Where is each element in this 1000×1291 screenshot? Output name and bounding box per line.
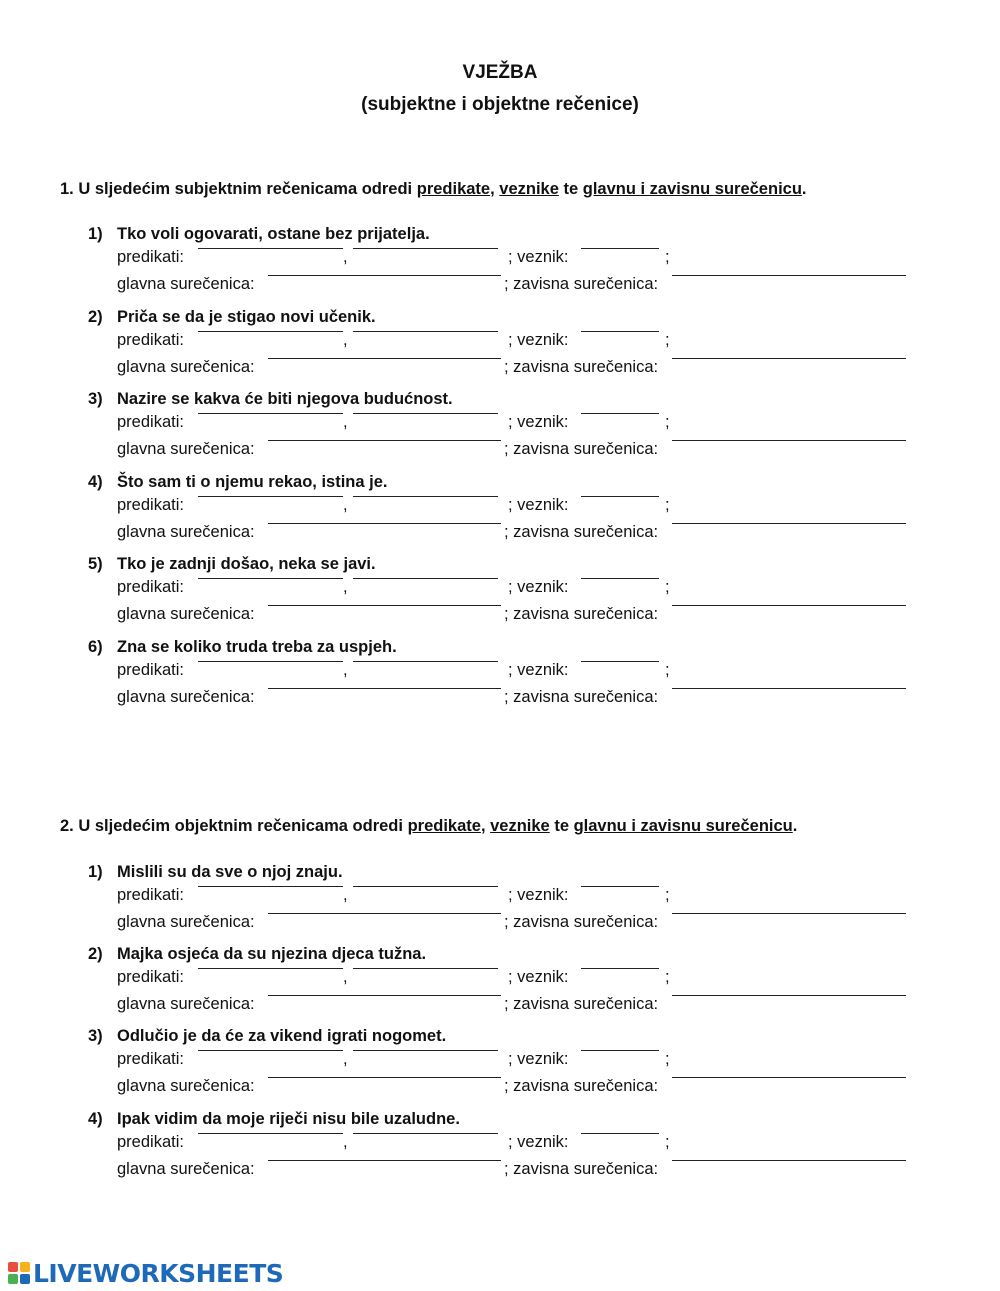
predicate-1-blank[interactable] xyxy=(198,1050,343,1051)
dependent-clause-blank[interactable] xyxy=(672,275,906,276)
sentence-text: Tko voli ogovarati, ostane bez prijatelja. xyxy=(117,225,430,243)
exercise-sentence xyxy=(88,942,928,966)
zavisna-label: ; zavisna surečenica: xyxy=(504,523,659,541)
row-end-label: ; xyxy=(665,968,670,986)
clause-row xyxy=(117,273,928,300)
zavisna-label: ; zavisna surečenica: xyxy=(504,913,659,931)
predicate-1-blank[interactable] xyxy=(198,248,343,249)
predicate-1-blank[interactable] xyxy=(198,578,343,579)
sentence-text: Nazire se kakva će biti njegova budućnost. xyxy=(117,390,453,408)
exercise-item xyxy=(88,942,928,1020)
predicate-2-blank[interactable] xyxy=(353,886,498,887)
veznik-blank[interactable] xyxy=(581,886,659,887)
veznik-label: ; veznik: xyxy=(508,413,569,431)
comma-label: , xyxy=(343,886,348,904)
veznik-label: ; veznik: xyxy=(508,578,569,596)
sentence-text: Ipak vidim da moje riječi nisu bile uzaludne. xyxy=(117,1110,460,1128)
dependent-clause-blank[interactable] xyxy=(672,1160,906,1161)
main-clause-blank[interactable] xyxy=(268,1077,501,1078)
glavna-label: glavna surečenica: xyxy=(117,1077,255,1095)
comma-label: , xyxy=(343,661,348,679)
predicate-1-blank[interactable] xyxy=(198,968,343,969)
predicate-2-blank[interactable] xyxy=(353,496,498,497)
exercise-item xyxy=(88,387,928,465)
veznik-label: ; veznik: xyxy=(508,886,569,904)
exercise-sentence xyxy=(88,1024,928,1048)
veznik-label: ; veznik: xyxy=(508,661,569,679)
row-end-label: ; xyxy=(665,413,670,431)
item-number: 6) xyxy=(88,638,103,656)
instruction-keyword: veznike xyxy=(499,180,559,198)
instruction-text: , xyxy=(490,180,500,198)
comma-label: , xyxy=(343,968,348,986)
clause-row xyxy=(117,993,928,1020)
veznik-blank[interactable] xyxy=(581,968,659,969)
predicate-2-blank[interactable] xyxy=(353,331,498,332)
item-number: 5) xyxy=(88,555,103,573)
item-number: 1) xyxy=(88,225,103,243)
section-instruction xyxy=(60,817,960,836)
zavisna-label: ; zavisna surečenica: xyxy=(504,440,659,458)
exercise-sentence xyxy=(88,552,928,576)
exercise-item xyxy=(88,635,928,713)
predicate-1-blank[interactable] xyxy=(198,1133,343,1134)
zavisna-label: ; zavisna surečenica: xyxy=(504,605,659,623)
exercise-item xyxy=(88,1024,928,1102)
instruction-text: 2. U sljedećim objektnim rečenicama odredi xyxy=(60,817,408,835)
clause-row xyxy=(117,1158,928,1185)
sentence-text: Tko je zadnji došao, neka se javi. xyxy=(117,555,376,573)
item-number: 2) xyxy=(88,308,103,326)
zavisna-label: ; zavisna surečenica: xyxy=(504,1077,659,1095)
page-title: VJEŽBA xyxy=(462,62,538,83)
main-clause-blank[interactable] xyxy=(268,358,501,359)
row-end-label: ; xyxy=(665,331,670,349)
predicate-1-blank[interactable] xyxy=(198,661,343,662)
clause-row xyxy=(117,686,928,713)
predicate-2-blank[interactable] xyxy=(353,248,498,249)
main-clause-blank[interactable] xyxy=(268,523,501,524)
dependent-clause-blank[interactable] xyxy=(672,605,906,606)
veznik-blank[interactable] xyxy=(581,1133,659,1134)
zavisna-label: ; zavisna surečenica: xyxy=(504,1160,659,1178)
predicate-row xyxy=(117,329,928,356)
row-end-label: ; xyxy=(665,1050,670,1068)
predicate-2-blank[interactable] xyxy=(353,413,498,414)
exercise-item xyxy=(88,305,928,383)
predicate-1-blank[interactable] xyxy=(198,331,343,332)
veznik-label: ; veznik: xyxy=(508,1050,569,1068)
veznik-blank[interactable] xyxy=(581,661,659,662)
comma-label: , xyxy=(343,413,348,431)
main-clause-blank[interactable] xyxy=(268,688,501,689)
glavna-label: glavna surečenica: xyxy=(117,1160,255,1178)
main-clause-blank[interactable] xyxy=(268,440,501,441)
predicate-row xyxy=(117,1131,928,1158)
predikati-label: predikati: xyxy=(117,578,184,596)
item-number: 3) xyxy=(88,1027,103,1045)
zavisna-label: ; zavisna surečenica: xyxy=(504,275,659,293)
predikati-label: predikati: xyxy=(117,1050,184,1068)
predicate-2-blank[interactable] xyxy=(353,661,498,662)
instruction-text: 1. U sljedećim subjektnim rečenicama odredi xyxy=(60,180,417,198)
predicate-2-blank[interactable] xyxy=(353,1050,498,1051)
predicate-1-blank[interactable] xyxy=(198,496,343,497)
exercise-item xyxy=(88,860,928,938)
comma-label: , xyxy=(343,331,348,349)
veznik-blank[interactable] xyxy=(581,248,659,249)
sentence-text: Majka osjeća da su njezina djeca tužna. xyxy=(117,945,427,963)
predicate-row xyxy=(117,1048,928,1075)
item-number: 4) xyxy=(88,1110,103,1128)
comma-label: , xyxy=(343,1050,348,1068)
predicate-row xyxy=(117,576,928,603)
glavna-label: glavna surečenica: xyxy=(117,523,255,541)
predicate-row xyxy=(117,659,928,686)
instruction-text: , xyxy=(480,817,491,835)
exercise-sentence xyxy=(88,860,928,884)
zavisna-label: ; zavisna surečenica: xyxy=(504,995,659,1013)
clause-row xyxy=(117,438,928,465)
main-clause-blank[interactable] xyxy=(268,913,501,914)
exercise-item xyxy=(88,552,928,630)
item-number: 4) xyxy=(88,473,103,491)
exercise-sentence xyxy=(88,305,928,329)
comma-label: , xyxy=(343,248,348,266)
comma-label: , xyxy=(343,578,348,596)
glavna-label: glavna surečenica: xyxy=(117,358,255,376)
item-number: 3) xyxy=(88,390,103,408)
exercise-item xyxy=(88,470,928,548)
predicate-2-blank[interactable] xyxy=(353,578,498,579)
instruction-keyword: glavnu i zavisnu surečenicu xyxy=(573,817,793,835)
predikati-label: predikati: xyxy=(117,496,184,514)
row-end-label: ; xyxy=(665,578,670,596)
predicate-1-blank[interactable] xyxy=(198,413,343,414)
glavna-label: glavna surečenica: xyxy=(117,605,255,623)
exercise-sentence xyxy=(88,635,928,659)
predikati-label: predikati: xyxy=(117,661,184,679)
main-clause-blank[interactable] xyxy=(268,1160,501,1161)
veznik-blank[interactable] xyxy=(581,578,659,579)
predicate-row xyxy=(117,494,928,521)
sentence-text: Što sam ti o njemu rekao, istina je. xyxy=(117,473,388,491)
liveworksheets-logo xyxy=(8,1258,283,1288)
predikati-label: predikati: xyxy=(117,413,184,431)
predikati-label: predikati: xyxy=(117,886,184,904)
exercise-sentence xyxy=(88,387,928,411)
clause-row xyxy=(117,1075,928,1102)
veznik-blank[interactable] xyxy=(581,413,659,414)
comma-label: , xyxy=(343,1133,348,1151)
dependent-clause-blank[interactable] xyxy=(672,995,906,996)
main-clause-blank[interactable] xyxy=(268,995,501,996)
predikati-label: predikati: xyxy=(117,1133,184,1151)
dependent-clause-blank[interactable] xyxy=(672,688,906,689)
glavna-label: glavna surečenica: xyxy=(117,440,255,458)
glavna-label: glavna surečenica: xyxy=(117,275,255,293)
instruction-keyword: predikate xyxy=(416,180,491,198)
row-end-label: ; xyxy=(665,661,670,679)
predikati-label: predikati: xyxy=(117,968,184,986)
row-end-label: ; xyxy=(665,496,670,514)
predicate-2-blank[interactable] xyxy=(353,1133,498,1134)
instruction-text: . xyxy=(801,180,807,198)
clause-row xyxy=(117,911,928,938)
zavisna-label: ; zavisna surečenica: xyxy=(504,358,659,376)
exercise-sentence xyxy=(88,470,928,494)
veznik-label: ; veznik: xyxy=(508,331,569,349)
veznik-label: ; veznik: xyxy=(508,1133,569,1151)
comma-label: , xyxy=(343,496,348,514)
item-number: 1) xyxy=(88,863,103,881)
predikati-label: predikati: xyxy=(117,248,184,266)
instruction-keyword: glavnu i zavisnu surečenicu xyxy=(582,180,802,198)
predicate-row xyxy=(117,966,928,993)
row-end-label: ; xyxy=(665,1133,670,1151)
predicate-row xyxy=(117,884,928,911)
logo-grid-icon xyxy=(8,1262,30,1284)
main-clause-blank[interactable] xyxy=(268,275,501,276)
main-clause-blank[interactable] xyxy=(268,605,501,606)
veznik-label: ; veznik: xyxy=(508,968,569,986)
section-instruction xyxy=(60,180,960,199)
glavna-label: glavna surečenica: xyxy=(117,913,255,931)
veznik-blank[interactable] xyxy=(581,1050,659,1051)
sentence-text: Odlučio je da će za vikend igrati nogomet. xyxy=(117,1027,447,1045)
page-subtitle: (subjektne i objektne rečenice) xyxy=(361,94,639,115)
exercise-item xyxy=(88,222,928,300)
veznik-label: ; veznik: xyxy=(508,496,569,514)
exercise-item xyxy=(88,1107,928,1185)
logo-text: LIVEWORKSHEETS xyxy=(33,1258,284,1288)
clause-row xyxy=(117,356,928,383)
sentence-text: Priča se da je stigao novi učenik. xyxy=(117,308,376,326)
exercise-sentence xyxy=(88,1107,928,1131)
row-end-label: ; xyxy=(665,248,670,266)
dependent-clause-blank[interactable] xyxy=(672,913,906,914)
dependent-clause-blank[interactable] xyxy=(672,440,906,441)
instruction-keyword: veznike xyxy=(490,817,550,835)
dependent-clause-blank[interactable] xyxy=(672,1077,906,1078)
clause-row xyxy=(117,603,928,630)
sentence-text: Zna se koliko truda treba za uspjeh. xyxy=(117,638,397,656)
veznik-blank[interactable] xyxy=(581,331,659,332)
instruction-text: te xyxy=(549,817,574,835)
dependent-clause-blank[interactable] xyxy=(672,358,906,359)
veznik-blank[interactable] xyxy=(581,496,659,497)
predikati-label: predikati: xyxy=(117,331,184,349)
instruction-text: te xyxy=(558,180,583,198)
exercise-sentence xyxy=(88,222,928,246)
glavna-label: glavna surečenica: xyxy=(117,995,255,1013)
clause-row xyxy=(117,521,928,548)
predicate-2-blank[interactable] xyxy=(353,968,498,969)
sentence-text: Mislili su da sve o njoj znaju. xyxy=(117,863,343,881)
predicate-row xyxy=(117,411,928,438)
dependent-clause-blank[interactable] xyxy=(672,523,906,524)
predicate-row xyxy=(117,246,928,273)
predicate-1-blank[interactable] xyxy=(198,886,343,887)
item-number: 2) xyxy=(88,945,103,963)
veznik-label: ; veznik: xyxy=(508,248,569,266)
instruction-keyword: predikate xyxy=(407,817,481,835)
instruction-text: . xyxy=(792,817,798,835)
glavna-label: glavna surečenica: xyxy=(117,688,255,706)
row-end-label: ; xyxy=(665,886,670,904)
zavisna-label: ; zavisna surečenica: xyxy=(504,688,659,706)
